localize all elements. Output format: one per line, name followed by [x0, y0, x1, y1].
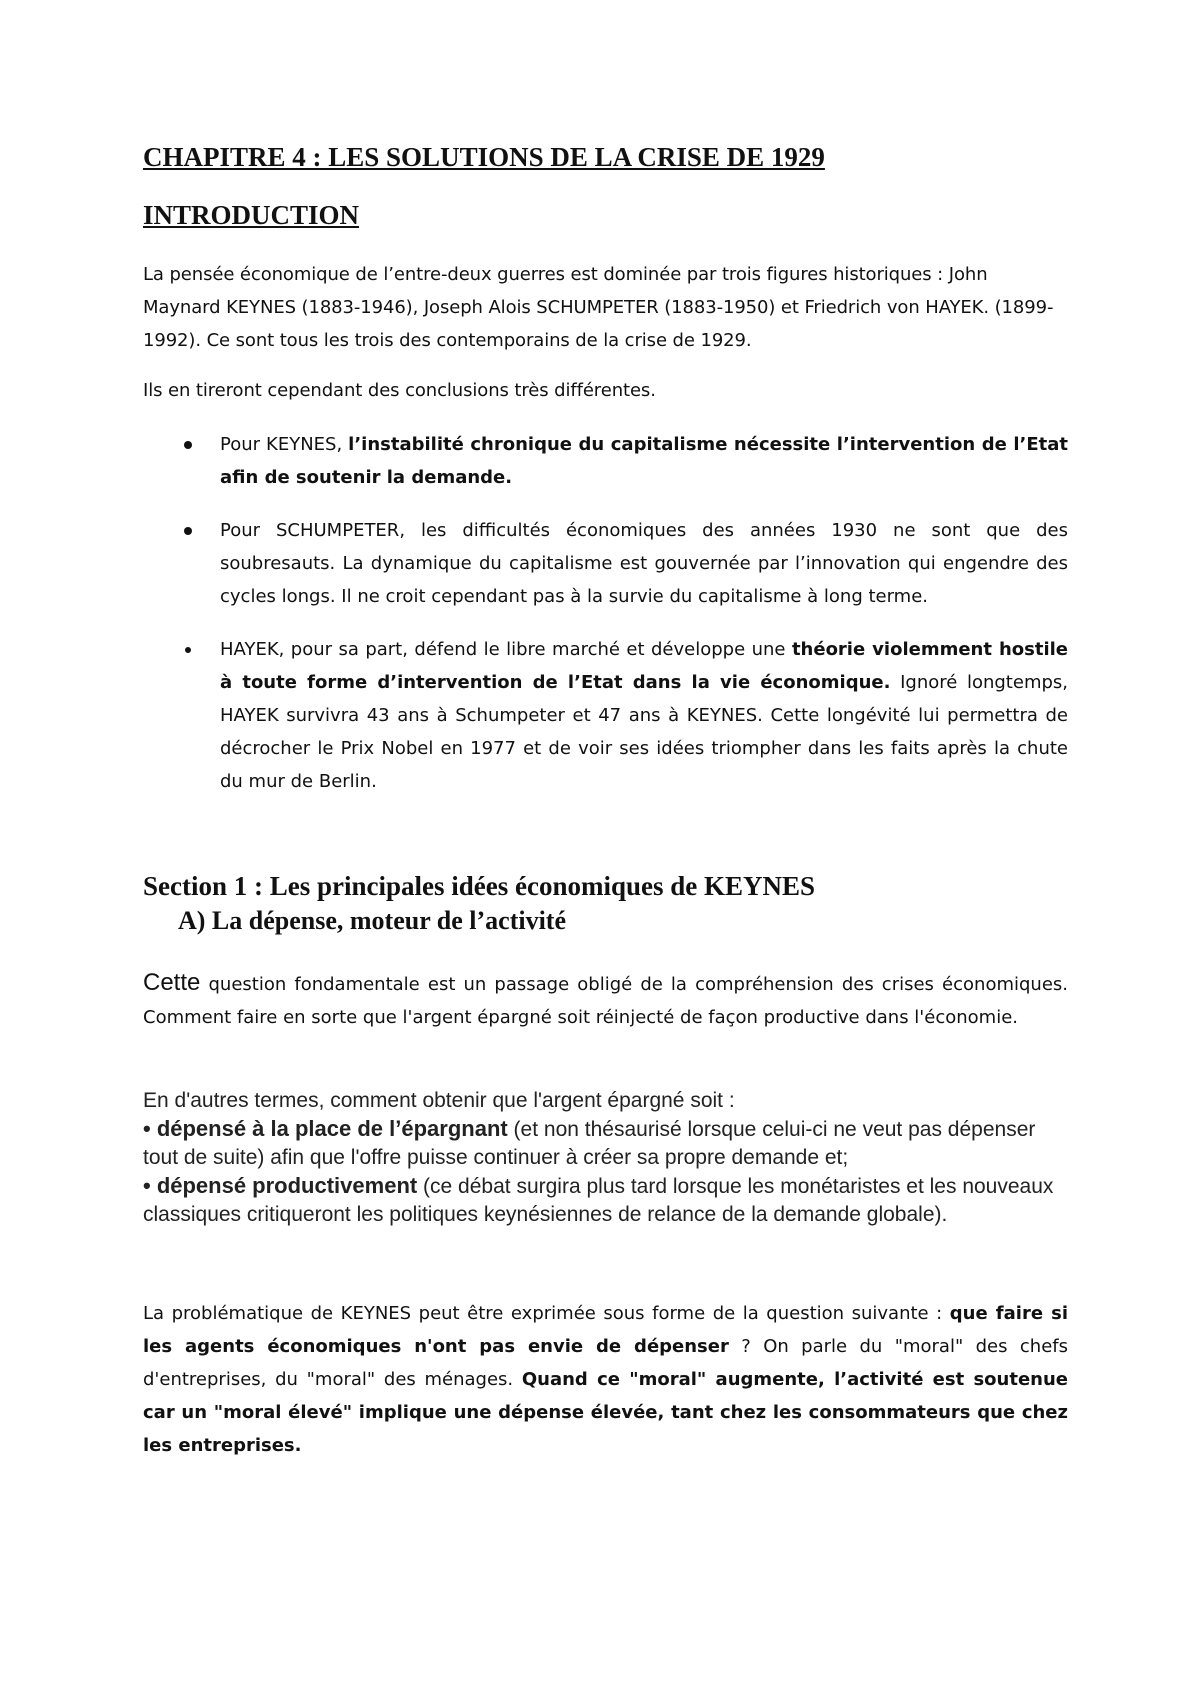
problematique-paragraph — [143, 1297, 1068, 1462]
autres-termes-block — [143, 1087, 1073, 1229]
section-title: Section 1 : Les principales idées économiques de KEYNES — [143, 871, 816, 901]
prob-mid: ? On parle du "moral" des chefs d'entreprises, du "moral" des ménages. — [143, 1336, 1068, 1390]
autres-item-1-bold: • dépensé à la place de l’épargnant — [143, 1116, 508, 1141]
bullet-bold-text: théorie violemment hostile à toute forme d’intervention de l’Etat dans la vie économique. — [220, 639, 1068, 693]
intro-heading: INTRODUCTION — [143, 200, 360, 230]
bullet-text: HAYEK, pour sa part, défend le libre marché et développe une — [220, 639, 792, 660]
bullet-bold-text: l’instabilité chronique du capitalisme nécessite l’intervention de l’Etat afin de soutenir la demande. — [220, 434, 1068, 488]
cette-first-word: Cette — [143, 969, 201, 996]
bullet-dot-icon — [184, 441, 192, 449]
autres-item-1 — [143, 1115, 1073, 1172]
list-item-schumpeter — [180, 514, 1068, 613]
bullet-dot-icon — [185, 647, 191, 653]
list-item-keynes — [180, 428, 1068, 494]
chapter-title: CHAPITRE 4 : LES SOLUTIONS DE LA CRISE DE 1929 — [143, 142, 825, 172]
autres-item-1-text: (et non thésaurisé lorsque celui-ci ne veut pas dépenser tout de suite) afin que l'offre puisse continuer à créer sa propre demande et; — [143, 1118, 1036, 1169]
bullet-tail-text: Ignoré longtemps, HAYEK survivra 43 ans à Schumpeter et 47 ans à KEYNES. Cette longévité lui permettra de décrocher le Prix Nobel en 1977 et de voir ses idées triompher dans les faits après la chute du mur de Berlin. — [220, 672, 1069, 792]
cette-paragraph — [143, 966, 1068, 1034]
prob-bold-1: que faire si les agents économiques n'ont pas envie de dépenser — [143, 1303, 1068, 1357]
intro-paragraph: La pensée économique de l’entre-deux guerres est dominée par trois figures historiques : John Maynard KEYNES (1883-1946), Joseph Alois SCHUMPETER (1883-1950) et Friedrich von HAYEK. (1899-1992). Ce sont tous les trois des contemporains de la crise de 1929. — [143, 264, 1054, 351]
subsection-title: A) La dépense, moteur de l’activité — [178, 906, 567, 935]
bullet-text: Pour SCHUMPETER, les difficultés économiques des années 1930 ne sont que des soubresauts. La dynamique du capitalisme est gouvernée par l’innovation qui engendre des cycles longs. Il ne croit cependant pas à la survie du capitalisme à long terme. — [220, 520, 1068, 607]
autres-line: En d'autres termes, comment obtenir que l'argent épargné soit : — [143, 1089, 735, 1112]
bullet-text: Pour KEYNES, — [220, 434, 349, 455]
prob-lead: La problématique de KEYNES peut être exprimée sous forme de la question suivante : — [143, 1303, 950, 1324]
list-item-hayek — [180, 633, 1068, 798]
autres-item-2-bold: • dépensé productivement — [143, 1173, 418, 1198]
prob-bold-2: Quand ce "moral" augmente, l’activité est soutenue car un "moral élevé" implique une dépense élevée, tant chez les consommateurs que chez les entreprises. — [143, 1369, 1068, 1456]
autres-item-2 — [143, 1172, 1073, 1229]
bullet-list — [180, 428, 1068, 818]
cette-rest: question fondamentale est un passage obligé de la compréhension des crises économiques. Comment faire en sorte que l'argent épargné soit réinjecté de façon productive dans l'économie. — [143, 974, 1068, 1028]
autres-item-2-text: (ce débat surgira plus tard lorsque les monétaristes et les nouveaux classiques critiqueront les politiques keynésiennes de relance de la demande globale). — [143, 1175, 1054, 1226]
bullet-dot-icon — [184, 527, 192, 535]
conclusions-paragraph: Ils en tireront cependant des conclusions très différentes. — [143, 380, 656, 401]
